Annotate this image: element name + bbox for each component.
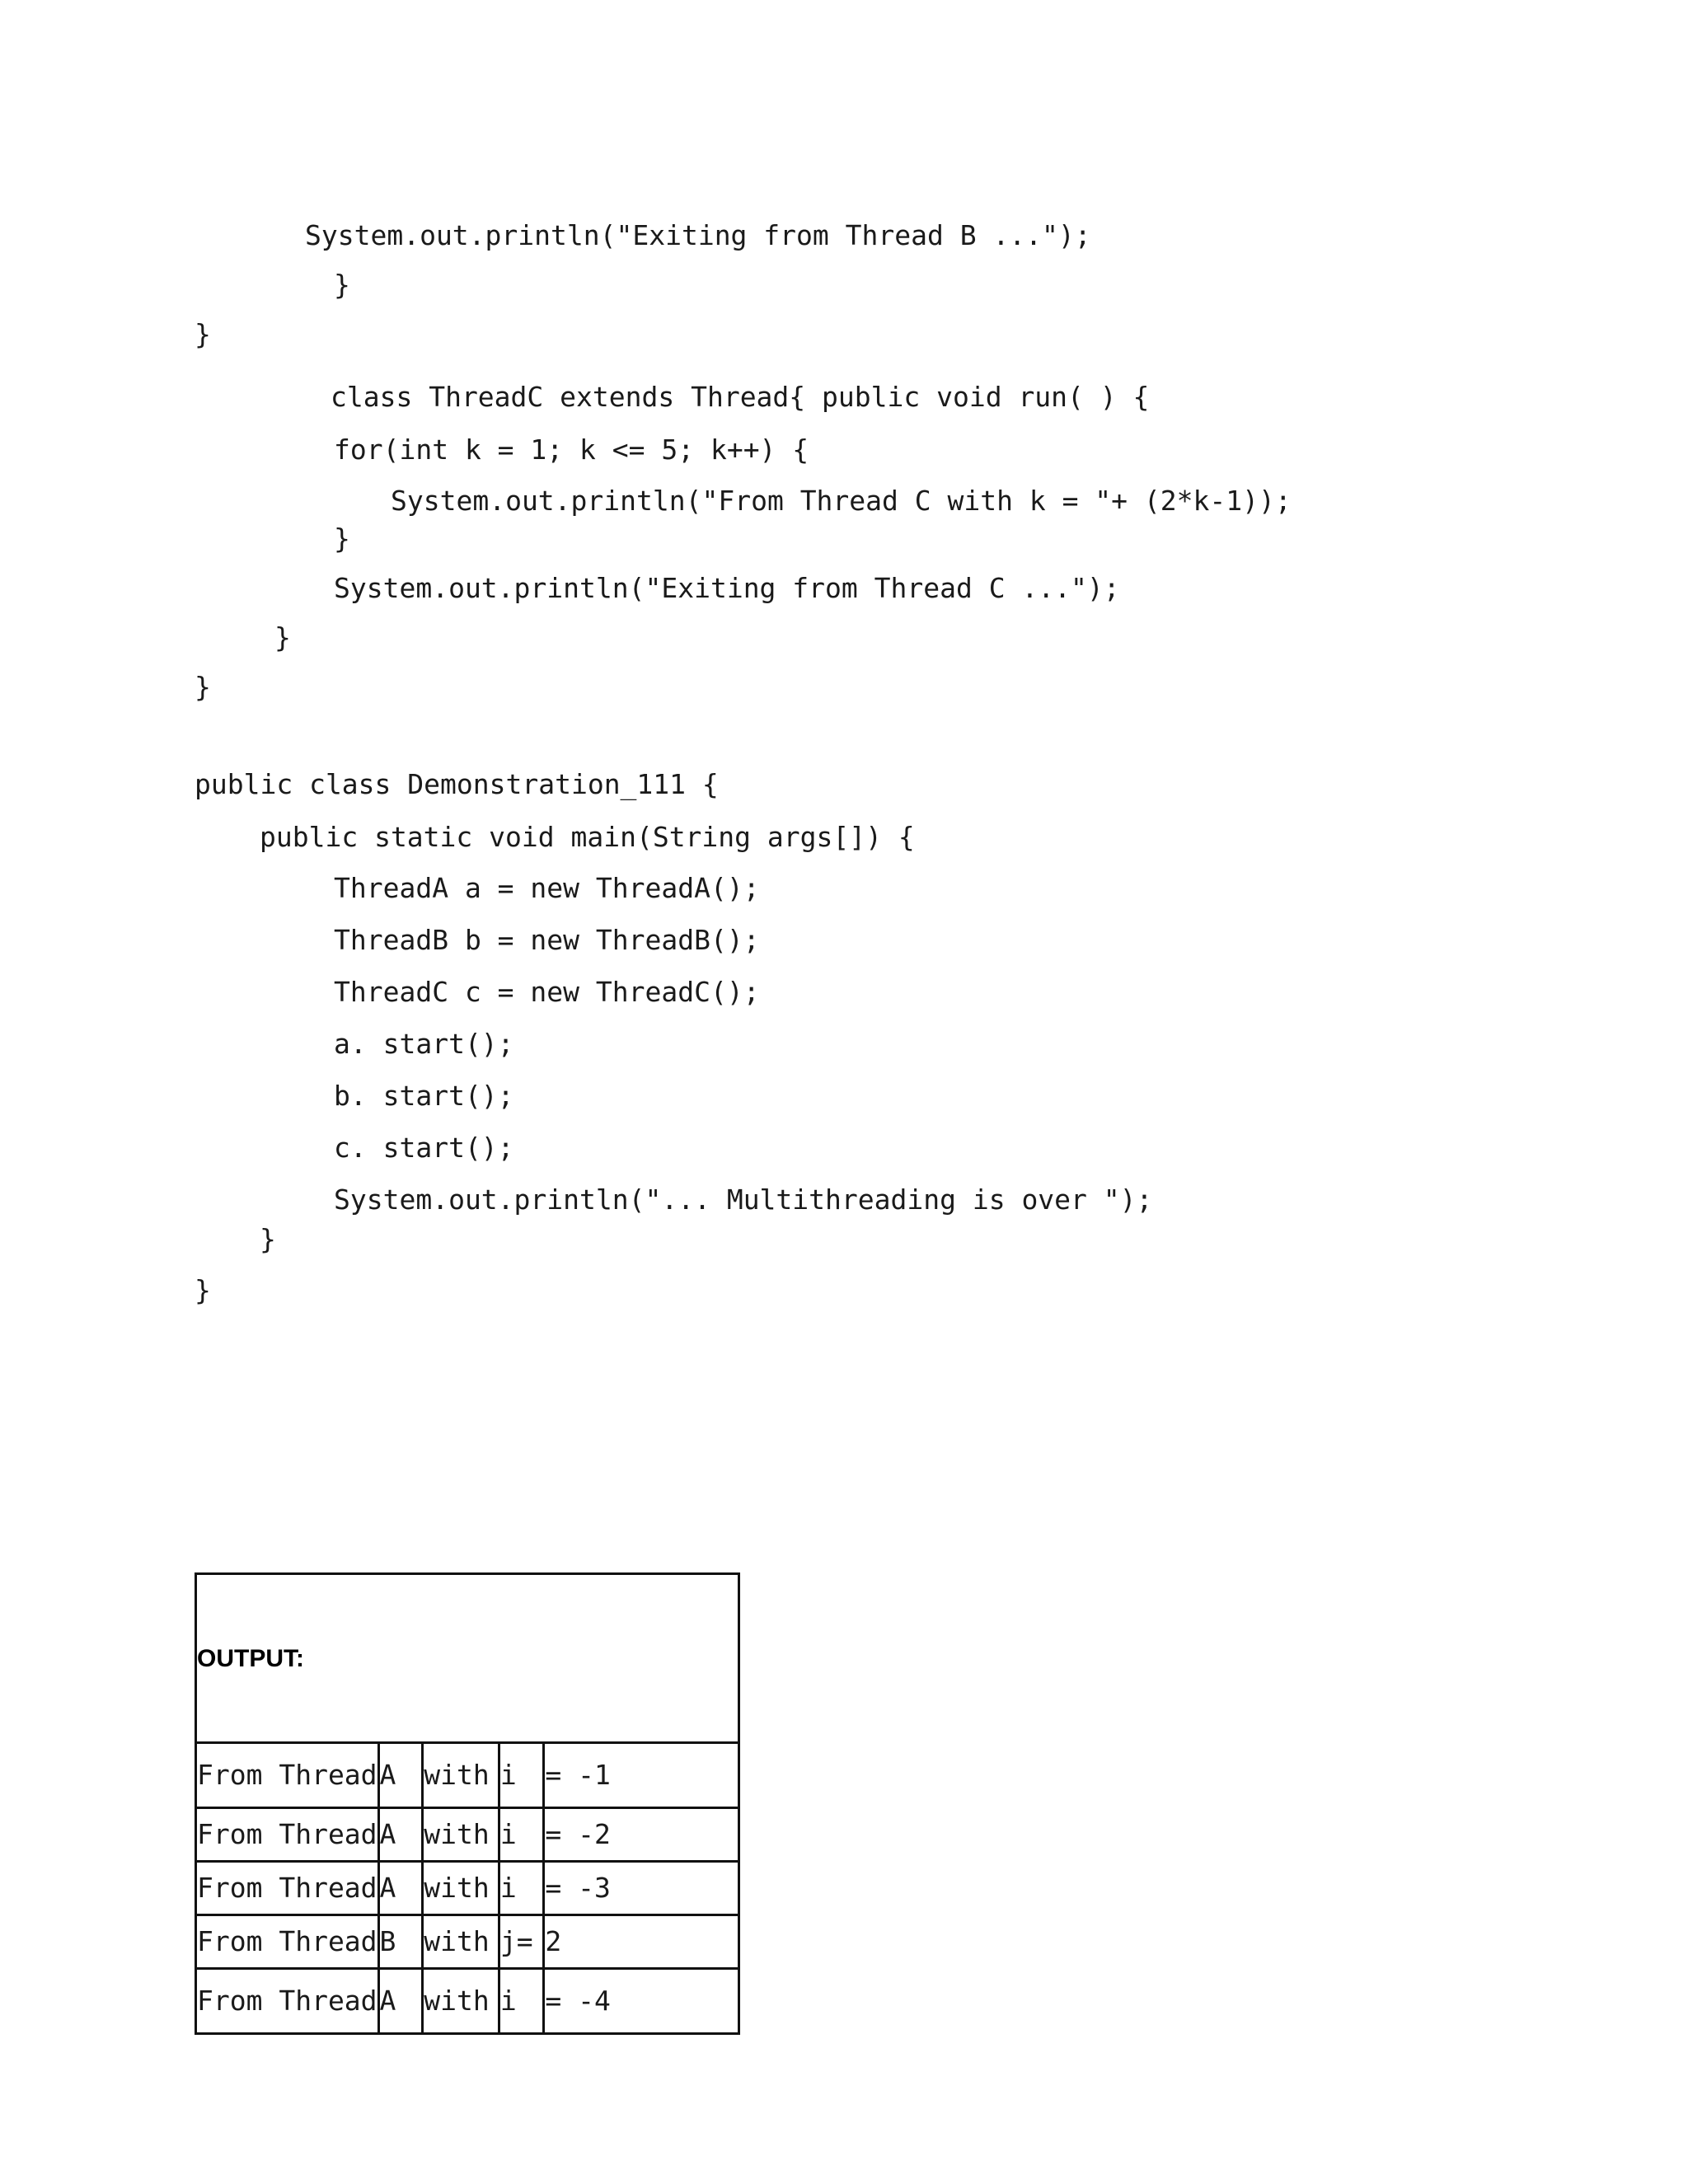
output-title-cell bbox=[196, 1574, 739, 1743]
table-cell: From Thread bbox=[196, 1915, 379, 1969]
table-row bbox=[196, 1743, 739, 1808]
table-cell: with bbox=[423, 1915, 499, 1969]
table-cell: From Thread bbox=[196, 1808, 379, 1862]
code-line: System.out.println("From Thread C with k = "+ (2*k-1)); bbox=[391, 485, 1292, 517]
code-line: } bbox=[334, 269, 350, 301]
code-line: System.out.println("Exiting from Thread C ..."); bbox=[334, 572, 1120, 604]
code-line: ThreadA a = new ThreadA(); bbox=[334, 872, 760, 904]
code-line: } bbox=[260, 1223, 276, 1255]
table-cell: with bbox=[423, 1969, 499, 2034]
table-cell: i bbox=[499, 1862, 544, 1915]
table-cell: j= bbox=[499, 1915, 544, 1969]
table-cell: i bbox=[499, 1969, 544, 2034]
table-cell: A bbox=[378, 1808, 423, 1862]
code-line: ThreadB b = new ThreadB(); bbox=[334, 924, 760, 956]
code-line: for(int k = 1; k <= 5; k++) { bbox=[334, 434, 809, 466]
table-cell: 2 bbox=[544, 1915, 739, 1969]
code-line: System.out.println("Exiting from Thread B ..."); bbox=[305, 219, 1091, 251]
table-row bbox=[196, 1969, 739, 2034]
table-row bbox=[196, 1862, 739, 1915]
output-title: OUTPUT: bbox=[197, 1645, 304, 1672]
code-line: } bbox=[195, 318, 211, 350]
table-row bbox=[196, 1808, 739, 1862]
table-cell: with bbox=[423, 1743, 499, 1808]
table-cell: B bbox=[378, 1915, 423, 1969]
table-cell: A bbox=[378, 1743, 423, 1808]
table-cell: A bbox=[378, 1862, 423, 1915]
table-cell: with bbox=[423, 1862, 499, 1915]
code-line: c. start(); bbox=[334, 1132, 514, 1164]
code-line: } bbox=[274, 621, 291, 654]
output-table bbox=[195, 1572, 740, 2035]
table-cell: = -2 bbox=[544, 1808, 739, 1862]
code-line: } bbox=[195, 671, 211, 703]
table-cell: From Thread bbox=[196, 1743, 379, 1808]
code-line: } bbox=[195, 1274, 211, 1306]
code-line: public class Demonstration_111 { bbox=[195, 768, 719, 800]
table-cell: From Thread bbox=[196, 1862, 379, 1915]
table-cell: = -4 bbox=[544, 1969, 739, 2034]
table-cell: with bbox=[423, 1808, 499, 1862]
code-line: ThreadC c = new ThreadC(); bbox=[334, 976, 760, 1008]
code-line: public static void main(String args[]) { bbox=[260, 821, 915, 853]
code-line: class ThreadC extends Thread{ public void run( ) { bbox=[331, 381, 1150, 413]
code-line: System.out.println("... Multithreading is over "); bbox=[334, 1183, 1153, 1216]
table-cell: i bbox=[499, 1808, 544, 1862]
table-cell: = -1 bbox=[544, 1743, 739, 1808]
code-line: b. start(); bbox=[334, 1080, 514, 1112]
table-cell: From Thread bbox=[196, 1969, 379, 2034]
table-row bbox=[196, 1915, 739, 1969]
code-line: } bbox=[334, 523, 350, 555]
table-cell: i bbox=[499, 1743, 544, 1808]
table-cell: = -3 bbox=[544, 1862, 739, 1915]
table-cell: A bbox=[378, 1969, 423, 2034]
code-line: a. start(); bbox=[334, 1028, 514, 1060]
